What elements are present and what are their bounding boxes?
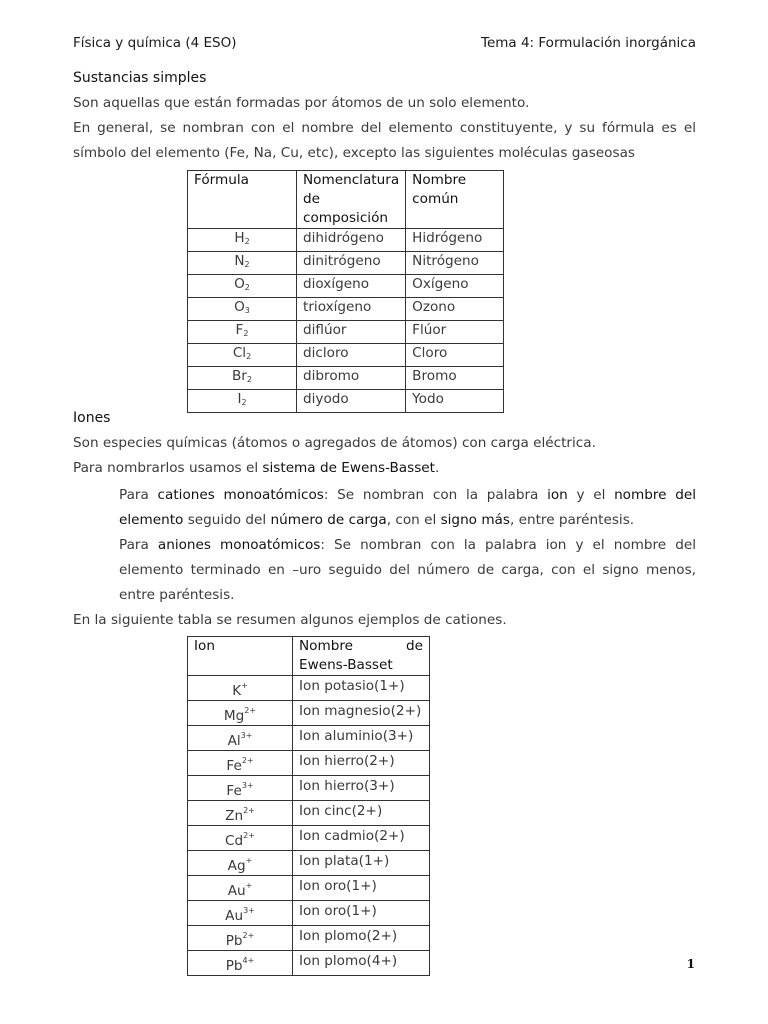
formula-cell xyxy=(188,229,297,252)
simple-substances-table-body xyxy=(188,229,504,413)
element-symbol: F xyxy=(235,322,244,338)
table-header-row xyxy=(188,171,504,229)
element-symbol: K xyxy=(232,683,242,699)
charge-superscript: 2+ xyxy=(243,806,255,815)
text-fragment: y el xyxy=(567,487,615,503)
text-fragment: Para xyxy=(119,537,158,553)
element-symbol: Mg xyxy=(223,708,245,724)
composition-name-cell: dioxígeno xyxy=(297,275,406,298)
table-row xyxy=(188,676,430,701)
cations-rule xyxy=(119,483,696,533)
keyword-anions: aniones monoatómicos xyxy=(157,537,321,553)
ion-cell xyxy=(188,951,293,976)
composition-name-cell: trioxígeno xyxy=(297,298,406,321)
ewens-basset-name-cell: Ion cinc(2+) xyxy=(293,801,430,826)
formula-cell xyxy=(188,298,297,321)
table-row xyxy=(188,826,430,851)
table-row xyxy=(188,252,504,275)
charge-superscript: 3+ xyxy=(243,906,255,915)
formula-cell xyxy=(188,252,297,275)
cations-table-intro: En la siguiente tabla se resumen algunos ejemplos de cationes. xyxy=(73,612,507,628)
ewens-basset-name-cell: Ion oro(1+) xyxy=(293,876,430,901)
text-fragment: : Se nombran con la palabra xyxy=(323,487,548,503)
table-row xyxy=(188,776,430,801)
cations-table-body xyxy=(188,676,430,976)
table-header-row xyxy=(188,637,430,676)
atom-count-subscript: 2 xyxy=(246,375,252,384)
ions-definition: Son especies químicas (átomos o agregados de átomos) con carga eléctrica. xyxy=(73,435,596,451)
simple-substances-description: En general, se nombran con el nombre del elemento constituyente, y su fórmula es el símbolo del elemento (Fe, Na, Cu, etc), excepto las siguientes moléculas gaseosas xyxy=(73,120,696,161)
table-row xyxy=(188,390,504,413)
keyword-ion: ion xyxy=(547,487,568,503)
element-symbol: I xyxy=(237,391,242,407)
formula-cell xyxy=(188,390,297,413)
composition-name-cell: diflúor xyxy=(297,321,406,344)
ion-cell xyxy=(188,851,293,876)
table-row xyxy=(188,229,504,252)
keyword-element-name: nombre del elemento xyxy=(119,487,696,528)
atom-count-subscript: 2 xyxy=(244,260,250,269)
table-row xyxy=(188,726,430,751)
ewens-basset-name-cell: Ion aluminio(3+) xyxy=(293,726,430,751)
ewens-basset-name-cell: Ion oro(1+) xyxy=(293,901,430,926)
header-composition: Nomenclatura de composición xyxy=(297,171,406,229)
header-topic: Tema 4: Formulación inorgánica xyxy=(481,35,696,51)
header-ewens-basset-name: Nombre de Ewens-Basset xyxy=(293,637,430,676)
ewens-basset-name-cell: Ion plomo(4+) xyxy=(293,951,430,976)
atom-count-subscript: 2 xyxy=(244,283,250,292)
charge-superscript: + xyxy=(241,681,248,690)
text-fragment: : Se nombran con la palabra ion y el nombre del elemento terminado en –uro seguido del número de carga, con el signo menos, entre paréntesis. xyxy=(119,537,696,603)
charge-superscript: 2+ xyxy=(244,706,257,715)
element-symbol: Au xyxy=(225,908,244,924)
text-fragment: . xyxy=(434,460,440,476)
element-symbol: Cd xyxy=(225,833,244,849)
element-symbol: Cl xyxy=(232,345,247,361)
formula-cell xyxy=(188,367,297,390)
common-name-cell: Oxígeno xyxy=(406,275,504,298)
composition-name-cell: dicloro xyxy=(297,344,406,367)
keyword-cations: cationes monoatómicos xyxy=(157,487,324,503)
element-symbol: N xyxy=(234,253,245,269)
common-name-cell: Yodo xyxy=(406,390,504,413)
element-symbol: O xyxy=(234,299,245,315)
charge-superscript: 2+ xyxy=(242,931,255,940)
charge-superscript: 2+ xyxy=(241,756,254,765)
formula-cell xyxy=(188,344,297,367)
ion-cell xyxy=(188,676,293,701)
table-row xyxy=(188,901,430,926)
page-header xyxy=(73,35,696,55)
table-row xyxy=(188,951,430,976)
element-symbol: Pb xyxy=(225,933,243,949)
element-symbol: Al xyxy=(227,733,241,749)
ion-cell xyxy=(188,726,293,751)
keyword-ewens-basset: sistema de Ewens-Basset xyxy=(262,460,435,476)
text-fragment: Para nombrarlos usamos el xyxy=(73,460,263,476)
table-row xyxy=(188,751,430,776)
element-symbol: Pb xyxy=(225,958,243,974)
table-row xyxy=(188,367,504,390)
table-row xyxy=(188,876,430,901)
element-symbol: Fe xyxy=(226,758,242,774)
formula-cell xyxy=(188,275,297,298)
common-name-cell: Bromo xyxy=(406,367,504,390)
header-course: Física y química (4 ESO) xyxy=(73,35,237,51)
ewens-basset-name-cell: Ion potasio(1+) xyxy=(293,676,430,701)
composition-name-cell: dibromo xyxy=(297,367,406,390)
charge-superscript: 3+ xyxy=(240,731,253,740)
anions-rule xyxy=(119,533,696,608)
composition-name-cell: dihidrógeno xyxy=(297,229,406,252)
ion-cell xyxy=(188,801,293,826)
atom-count-subscript: 2 xyxy=(243,329,249,338)
element-symbol: Ag xyxy=(227,858,246,874)
page-number: 1 xyxy=(686,957,695,971)
element-symbol: Zn xyxy=(225,808,244,824)
simple-substances-definition: Son aquellas que están formadas por átomos de un solo elemento. xyxy=(73,95,530,111)
ions-naming-system xyxy=(73,456,696,481)
atom-count-subscript: 2 xyxy=(246,352,252,361)
table-row xyxy=(188,344,504,367)
charge-superscript: 2+ xyxy=(243,831,255,840)
simple-substances-table xyxy=(187,170,504,413)
atom-count-subscript: 3 xyxy=(244,306,250,315)
ewens-basset-name-cell: Ion hierro(2+) xyxy=(293,751,430,776)
element-symbol: Fe xyxy=(226,783,242,799)
charge-superscript: 4+ xyxy=(242,956,255,965)
common-name-cell: Nitrógeno xyxy=(406,252,504,275)
ewens-basset-name-cell: Ion hierro(3+) xyxy=(293,776,430,801)
ion-cell xyxy=(188,751,293,776)
text-fragment: seguido del xyxy=(183,512,271,528)
keyword-charge-number: número de carga xyxy=(270,512,387,528)
section-title-simple-substances: Sustancias simples xyxy=(73,70,207,86)
section-title-ions: Iones xyxy=(73,410,111,426)
element-symbol: Au xyxy=(227,883,246,899)
composition-name-cell: dinitrógeno xyxy=(297,252,406,275)
charge-superscript: + xyxy=(245,856,253,865)
ewens-basset-name-cell: Ion cadmio(2+) xyxy=(293,826,430,851)
ion-cell xyxy=(188,826,293,851)
table-row xyxy=(188,701,430,726)
cations-table xyxy=(187,636,430,976)
header-formula: Fórmula xyxy=(188,171,297,229)
element-symbol: Br xyxy=(231,368,247,384)
table-row xyxy=(188,321,504,344)
ion-cell xyxy=(188,701,293,726)
composition-name-cell: diyodo xyxy=(297,390,406,413)
common-name-cell: Flúor xyxy=(406,321,504,344)
formula-cell xyxy=(188,321,297,344)
table-row xyxy=(188,926,430,951)
common-name-cell: Hidrógeno xyxy=(406,229,504,252)
ewens-basset-name-cell: Ion plomo(2+) xyxy=(293,926,430,951)
text-fragment: , con el xyxy=(386,512,441,528)
keyword-plus-sign: signo más xyxy=(440,512,510,528)
atom-count-subscript: 2 xyxy=(244,237,250,246)
common-name-cell: Cloro xyxy=(406,344,504,367)
header-common-name: Nombre común xyxy=(406,171,504,229)
atom-count-subscript: 2 xyxy=(241,398,247,407)
table-row xyxy=(188,275,504,298)
table-row xyxy=(188,801,430,826)
element-symbol: O xyxy=(234,276,245,292)
header-ion: Ion xyxy=(188,637,293,676)
table-row xyxy=(188,298,504,321)
ewens-basset-name-cell: Ion plata(1+) xyxy=(293,851,430,876)
ion-cell xyxy=(188,876,293,901)
table-row xyxy=(188,851,430,876)
element-symbol: H xyxy=(234,230,245,246)
charge-superscript: 3+ xyxy=(241,781,254,790)
charge-superscript: + xyxy=(245,881,253,890)
ion-cell xyxy=(188,901,293,926)
text-fragment: Para xyxy=(119,487,158,503)
ewens-basset-name-cell: Ion magnesio(2+) xyxy=(293,701,430,726)
ion-cell xyxy=(188,776,293,801)
ion-cell xyxy=(188,926,293,951)
common-name-cell: Ozono xyxy=(406,298,504,321)
text-fragment: , entre paréntesis. xyxy=(509,512,635,528)
